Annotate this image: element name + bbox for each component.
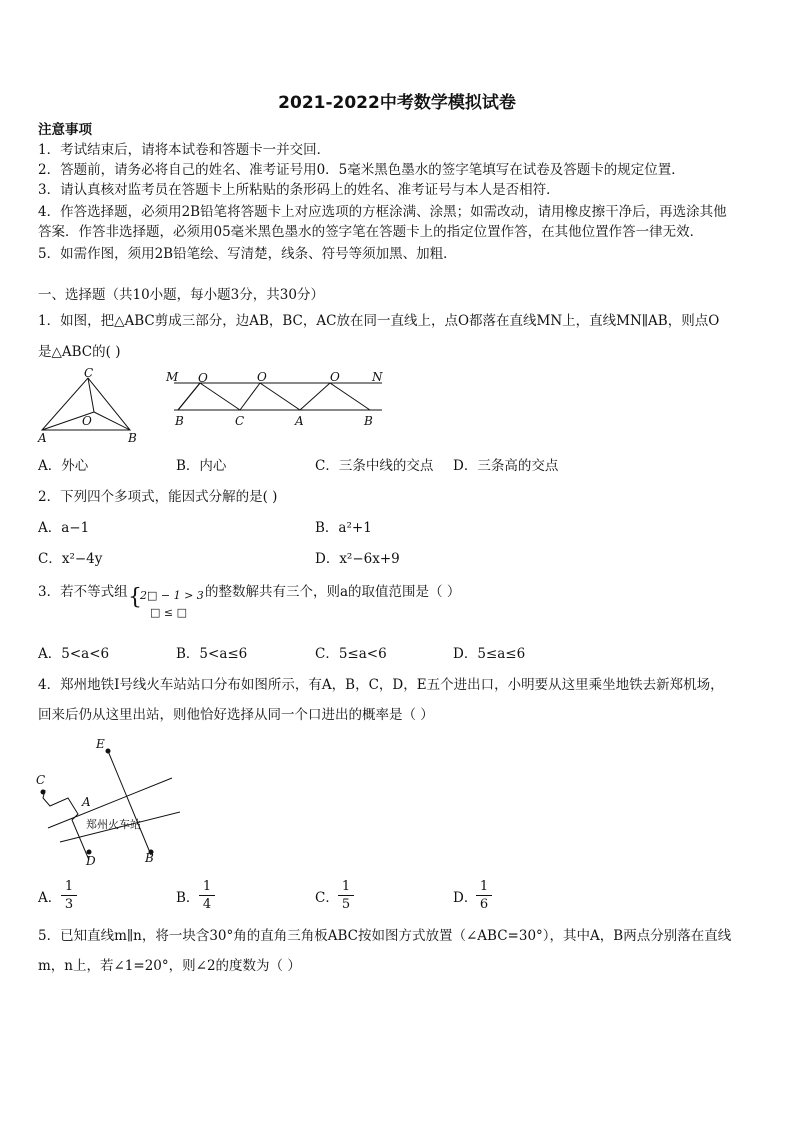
q4-option-d-fraction: [476, 879, 492, 912]
label-b: B: [128, 431, 137, 445]
notice-item: 答案．作答非选择题，必须用05毫米黑色墨水的签字笔在答题卡上的指定位置作答，在其他位置作答一律无效．: [38, 224, 704, 240]
q1-option-b: B．内心: [176, 458, 227, 474]
q4-stem-line2: 回来后仍从这里出站，则他恰好选择从同一个口进出的概率是（ ）: [38, 707, 434, 723]
q4-stem-line1: 4．郑州地铁Ⅰ号线火车站站口分布如图所示，有A，B，C，D，E五个进出口，小明要从这里乘坐地铁去新郑机场，: [38, 677, 724, 693]
q1-stem-line1: 1．如图，把△ABC剪成三部分，边AB，BC，AC放在同一直线上，点O都落在直线MN上，直线MN∥AB，则点O: [38, 313, 720, 329]
label-a: A: [82, 795, 91, 809]
label-o: O: [198, 371, 208, 385]
q1-figure-strip: [160, 366, 390, 432]
q4-option-c-fraction: [338, 879, 354, 912]
label-a: A: [295, 414, 304, 428]
notice-item: 3．请认真核对监考员在答题卡上所粘贴的条形码上的姓名、准考证号与本人是否相符．: [38, 182, 560, 198]
label-d: D: [86, 854, 96, 868]
q1-option-d: D．三条高的交点: [453, 458, 559, 474]
q3-system-line2: □ ≤ □: [150, 606, 187, 619]
numerator: 1: [64, 879, 74, 894]
q3-option-b: B．5<a≤6: [176, 646, 248, 662]
numerator: 1: [202, 879, 212, 894]
q3-stem-post: 的整数解共有三个，则a的取值范围是（ ）: [205, 584, 461, 600]
q4-option-c-letter: C．: [315, 890, 339, 906]
label-a: A: [38, 431, 47, 445]
q4-option-a-letter: A．: [38, 890, 62, 906]
q2-option-b: B．a²+1: [315, 520, 372, 536]
notice-heading: 注意事项: [38, 122, 92, 138]
label-o: O: [257, 370, 267, 384]
label-o: O: [330, 370, 340, 384]
q4-station-map: [30, 732, 180, 872]
label-b: B: [145, 851, 154, 865]
section-heading: 一、选择题（共10小题，每小题3分，共30分）: [38, 287, 324, 303]
notice-item: 4．作答选择题，必须用2B铅笔将答题卡上对应选项的方框涂满、涂黑；如需改动，请用橡皮擦干净后，再选涂其他: [38, 204, 727, 220]
notice-item: 1．考试结束后，请将本试卷和答题卡一并交回．: [38, 142, 331, 158]
q2-option-a: A．a−1: [38, 520, 90, 536]
label-c: C: [235, 414, 245, 428]
label-c: C: [84, 366, 94, 380]
notice-item: 2．答题前，请务必将自己的姓名、准考证号用0．5毫米黑色墨水的签字笔填写在试卷及答题卡的规定位置．: [38, 162, 685, 178]
numerator: 1: [341, 879, 351, 894]
q1-option-a: A．外心: [38, 458, 89, 474]
q4-option-b-fraction: [199, 879, 215, 912]
q5-stem-line1: 5．已知直线m∥n，将一块含30°角的直角三角板ABC按如图方式放置（∠ABC=30°），其中A，B两点分别落在直线: [38, 928, 732, 944]
notice-item: 5．如需作图，须用2B铅笔绘、写清楚，线条、符号等须加黑、加粗．: [38, 246, 457, 262]
brace-icon: {: [128, 585, 142, 610]
label-e: E: [96, 737, 105, 751]
q1-figure-triangle: [36, 366, 146, 448]
q2-stem: 2．下列四个多项式，能因式分解的是( ): [38, 489, 278, 505]
denominator: 5: [341, 897, 351, 912]
label-o: O: [82, 414, 92, 428]
q1-stem-line2: 是△ABC的( ): [38, 344, 121, 360]
q3-option-d: D．5≤a≤6: [453, 646, 526, 662]
label-c: C: [36, 773, 46, 787]
q5-stem-line2: m，n上，若∠1=20°，则∠2的度数为（ ）: [38, 958, 301, 974]
denominator: 3: [64, 897, 74, 912]
q1-option-c: C．三条中线的交点: [315, 458, 434, 474]
label-n: N: [372, 370, 383, 384]
station-name: 郑州火车站: [86, 818, 141, 831]
q4-option-d-letter: D．: [453, 890, 478, 906]
label-b: B: [175, 414, 184, 428]
q4-option-b-letter: B．: [176, 890, 200, 906]
q2-option-c: C．x²−4y: [38, 551, 103, 567]
q3-option-a: A．5<a<6: [38, 646, 110, 662]
q2-option-d: D．x²−6x+9: [315, 551, 400, 567]
q3-option-c: C．5≤a<6: [315, 646, 387, 662]
label-m: M: [166, 370, 179, 384]
q3-system-line1: 2□ − 1 > 3: [140, 589, 204, 602]
q4-option-a-fraction: [61, 879, 77, 912]
denominator: 6: [479, 897, 489, 912]
exam-title: 2021-2022中考数学模拟试卷: [278, 93, 516, 113]
numerator: 1: [479, 879, 489, 894]
label-b: B: [364, 414, 373, 428]
denominator: 4: [202, 897, 212, 912]
q3-stem-pre: 3．若不等式组: [38, 584, 128, 600]
